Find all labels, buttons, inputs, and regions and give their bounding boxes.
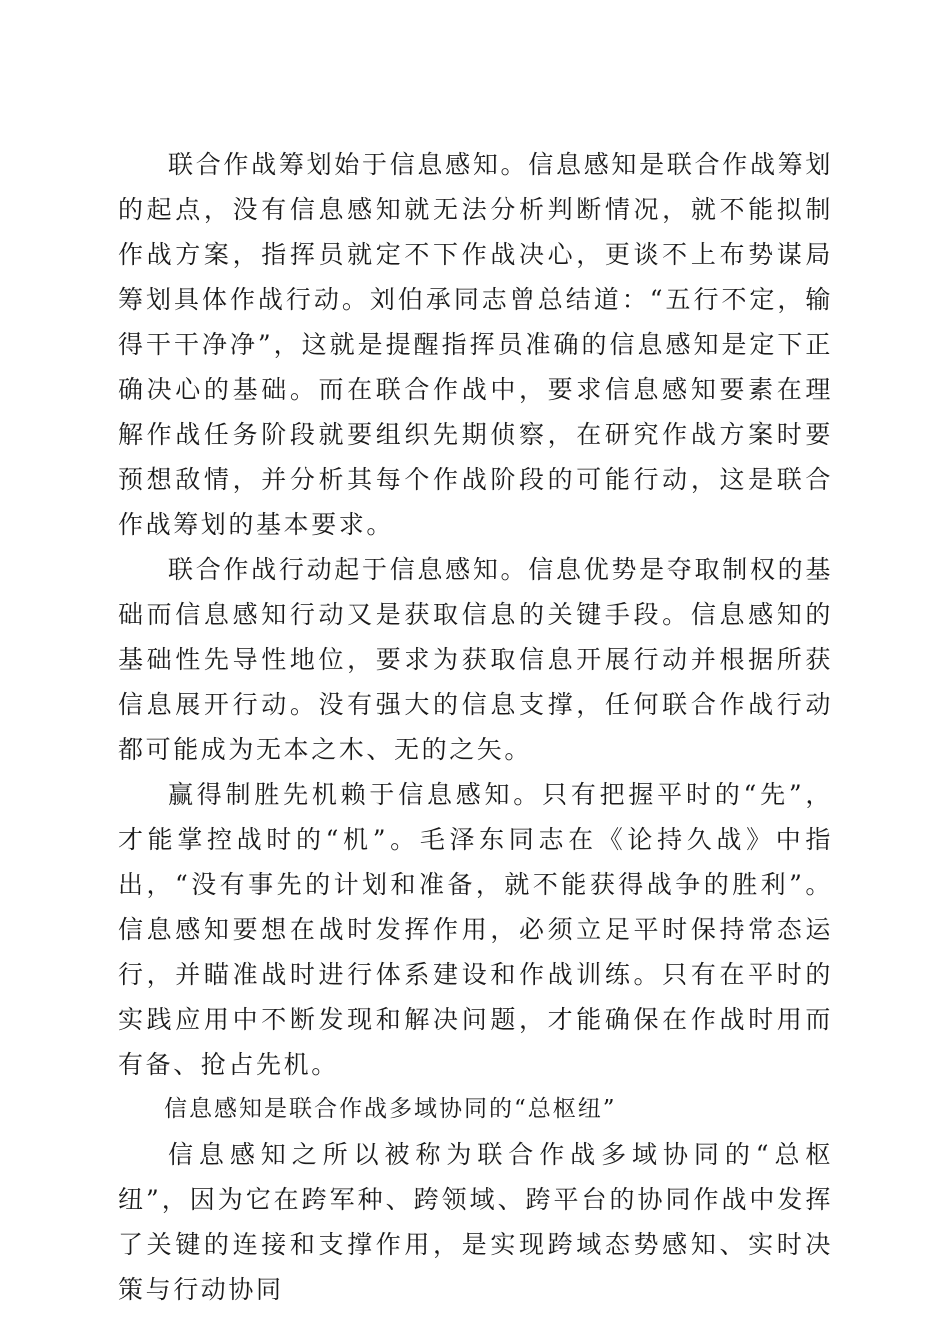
paragraph-planning: 联合作战筹划始于信息感知。信息感知是联合作战筹划的起点，没有信息感知就无法分析判断情况，就不能拟制作战方案，指挥员就定不下作战决心，更谈不上布势谋局筹划具体作战行动。刘伯承同志曾总结道：“五行不定，输得干干净净”，这就是提醒指挥员准确的信息感知是定下正确决心的基础。而在联合作战中，要求信息感知要素在理解作战任务阶段就要组织先期侦察，在研究作战方案时要预想敌情，并分析其每个作战阶段的可能行动，这是联合作战筹划的基本要求。 [118, 150, 833, 539]
section-heading: 信息感知是联合作战多域协同的“总枢纽” [164, 1096, 617, 1122]
paragraph-initiative: 赢得制胜先机赖于信息感知。只有把握平时的“先”，才能掌控战时的“机”。毛泽东同志在《论持久战》中指出，“没有事先的计划和准备，就不能获得战争的胜利”。信息感知要想在战时发挥作用，必须立足平时保持常态运行，并瞄准战时进行体系建设和作战训练。只有在平时的实践应用中不断发现和解决问题，才能确保在作战时用而有备、抢占先机。 [118, 780, 833, 1079]
document-body [118, 142, 833, 1312]
paragraph-action: 联合作战行动起于信息感知。信息优势是夺取制权的基础而信息感知行动又是获取信息的关键手段。信息感知的基础性先导性地位，要求为获取信息开展行动并根据所获信息展开行动。没有强大的信息支撑，任何联合作战行动都可能成为无本之木、无的之矢。 [118, 555, 833, 764]
paragraph-hub: 信息感知之所以被称为联合作战多域协同的“总枢纽”，因为它在跨军种、跨领域、跨平台的协同作战中发挥了关键的连接和支撑作用，是实现跨域态势感知、实时决策与行动协同 [118, 1140, 833, 1304]
